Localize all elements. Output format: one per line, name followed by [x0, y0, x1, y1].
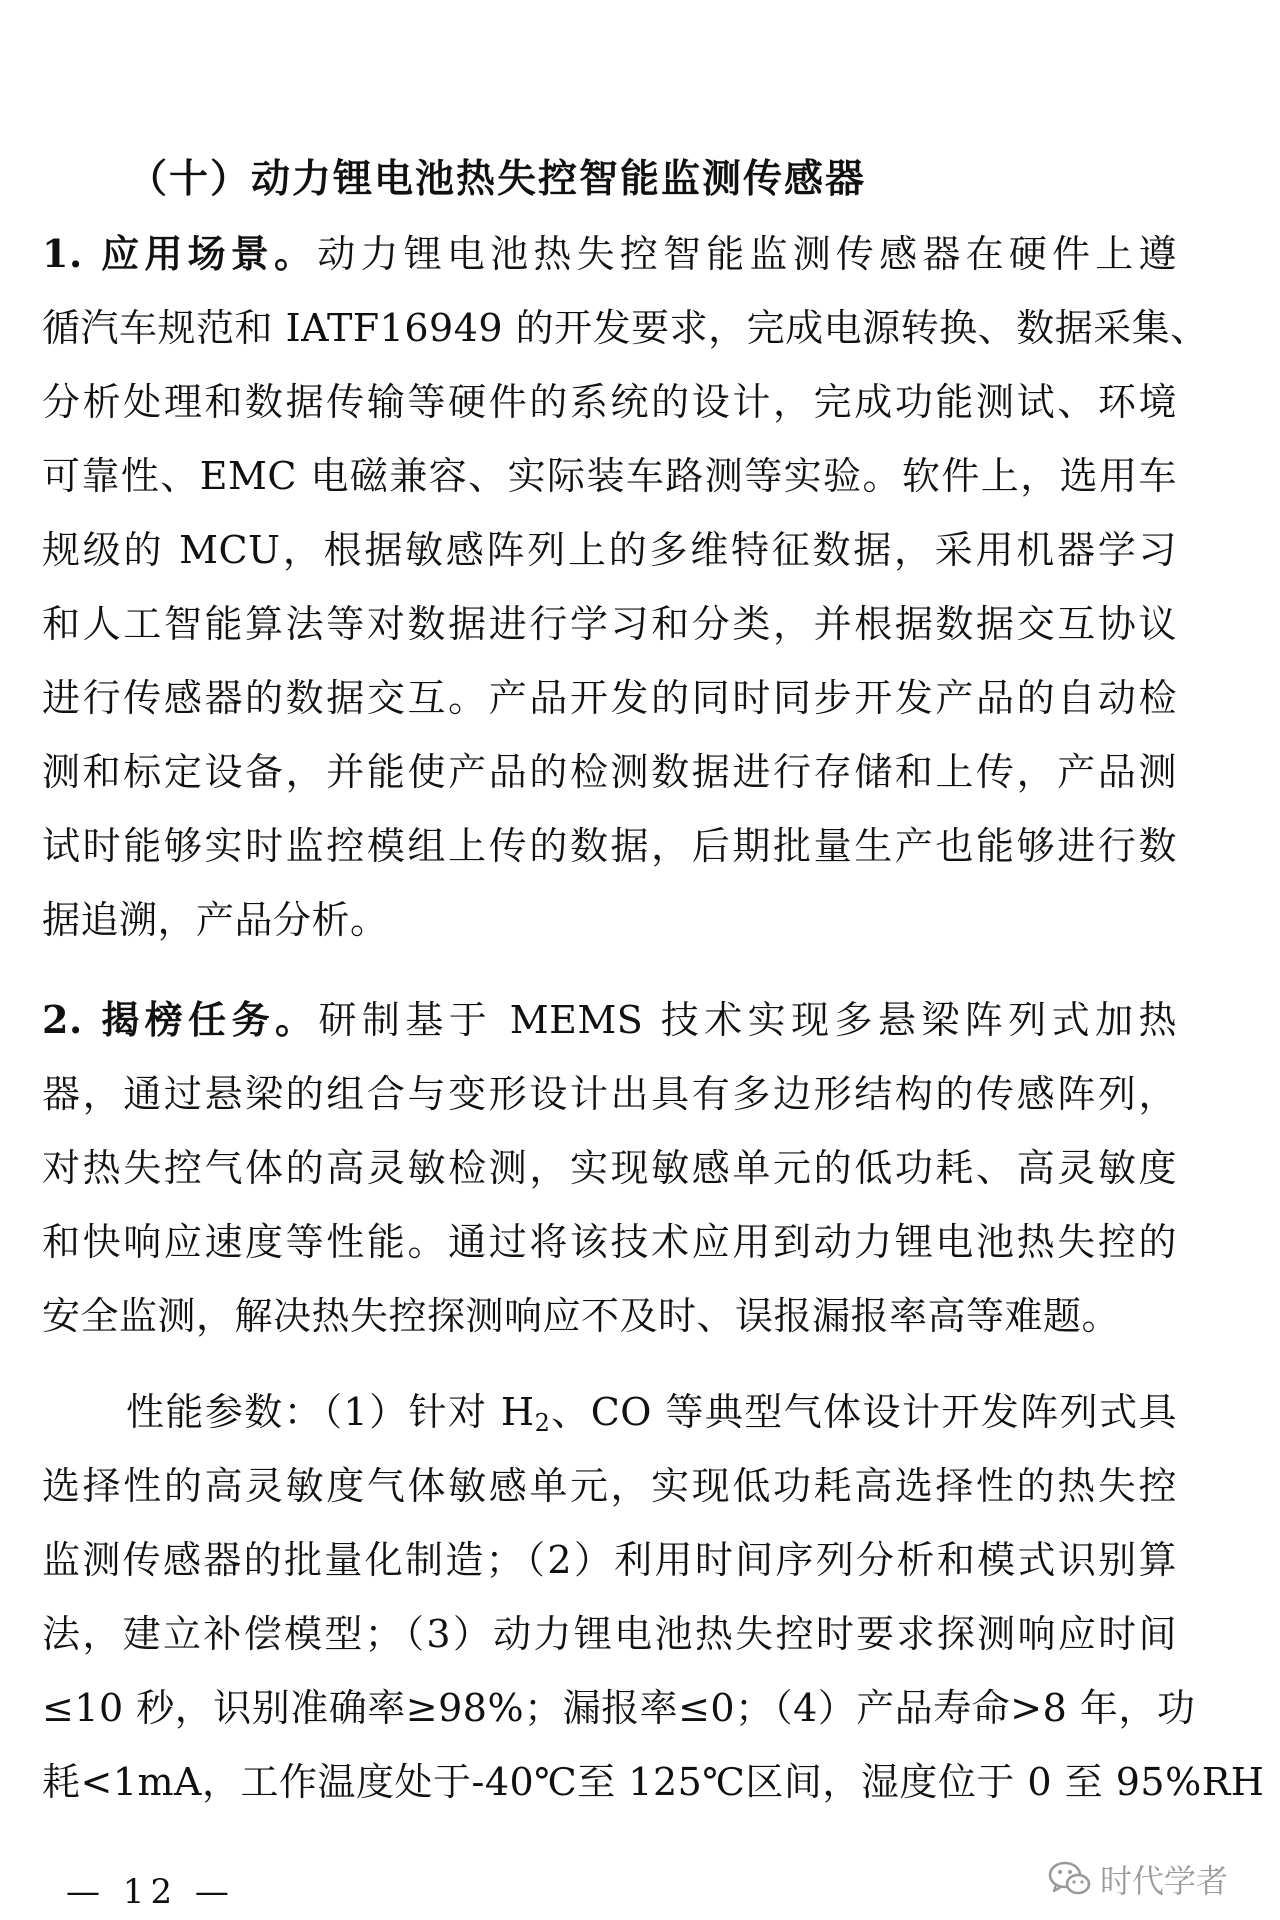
paragraph1-lead: 1. 应用场景。 — [42, 231, 318, 276]
paragraph2-line-3: 对热失控气体的高灵敏检测，实现敏感单元的低功耗、高灵敏度 — [42, 1146, 1177, 1190]
paragraph2-line-5: 安全监测，解决热失控探测响应不及时、误报漏报率高等难题。 — [42, 1294, 1121, 1338]
watermark-text: 时代学者 — [1100, 1862, 1229, 1900]
wechat-icon — [1048, 1860, 1092, 1898]
paragraph2-line-4: 和快响应速度等性能。通过将该技术应用到动力锂电池热失控的 — [42, 1220, 1177, 1264]
paragraph1-line-7: 进行传感器的数据交互。产品开发的同时同步开发产品的自动检 — [42, 676, 1177, 720]
paragraph2-line-2: 器，通过悬梁的组合与变形设计出具有多边形结构的传感阵列， — [42, 1072, 1177, 1116]
paragraph3-line-5: ≤10 秒，识别准确率≥98%；漏报率≤0；（4）产品寿命>8 年，功 — [42, 1686, 1196, 1730]
paragraph2-lead: 2. 揭榜任务。 — [42, 997, 319, 1042]
paragraph1-line-1-text: 动力锂电池热失控智能监测传感器在硬件上遵 — [317, 232, 1177, 276]
paragraph3-line-4: 法，建立补偿模型；（3）动力锂电池热失控时要求探测响应时间 — [42, 1612, 1177, 1656]
paragraph3-line-1-b: 、CO 等典型气体设计开发阵列式具 — [550, 1390, 1177, 1434]
paragraph1-line-8: 测和标定设备，并能使产品的检测数据进行存储和上传，产品测 — [42, 750, 1177, 794]
paragraph2-line-1-text: 研制基于 MEMS 技术实现多悬梁阵列式加热 — [318, 998, 1177, 1042]
paragraph1-line-4: 可靠性、EMC 电磁兼容、实际装车路测等实验。软件上，选用车 — [42, 454, 1177, 498]
paragraph2-line-1 — [42, 998, 1177, 1042]
paragraph1-line-1 — [42, 232, 1177, 276]
paragraph3-line-1 — [42, 1390, 1177, 1437]
paragraph1-line-6: 和人工智能算法等对数据进行学习和分类，并根据数据交互协议 — [42, 602, 1177, 646]
watermark — [1048, 1856, 1228, 1902]
paragraph1-line-3: 分析处理和数据传输等硬件的系统的设计，完成功能测试、环境 — [42, 380, 1177, 424]
page-number: — 12 — — [66, 1872, 235, 1912]
paragraph3-line-1-a: 性能参数：（1）针对 H — [126, 1390, 535, 1434]
paragraph3-line-6: 耗<1mA，工作温度处于-40℃至 125℃区间，湿度位于 0 至 95%RH — [42, 1760, 1265, 1804]
paragraph3-line-3: 监测传感器的批量化制造；（2）利用时间序列分析和模式识别算 — [42, 1538, 1177, 1582]
paragraph3-line-2: 选择性的高灵敏度气体敏感单元，实现低功耗高选择性的热失控 — [42, 1464, 1177, 1508]
subscript-2: 2 — [534, 1409, 551, 1437]
paragraph1-line-10: 据追溯，产品分析。 — [42, 898, 389, 942]
section-title: （十）动力锂电池热失控智能监测传感器 — [128, 156, 867, 202]
paragraph1-line-5: 规级的 MCU，根据敏感阵列上的多维特征数据，采用机器学习 — [42, 528, 1177, 572]
paragraph1-line-9: 试时能够实时监控模组上传的数据，后期批量生产也能够进行数 — [42, 824, 1177, 868]
paragraph1-line-2: 循汽车规范和 IATF16949 的开发要求，完成电源转换、数据采集、 — [42, 306, 1209, 350]
